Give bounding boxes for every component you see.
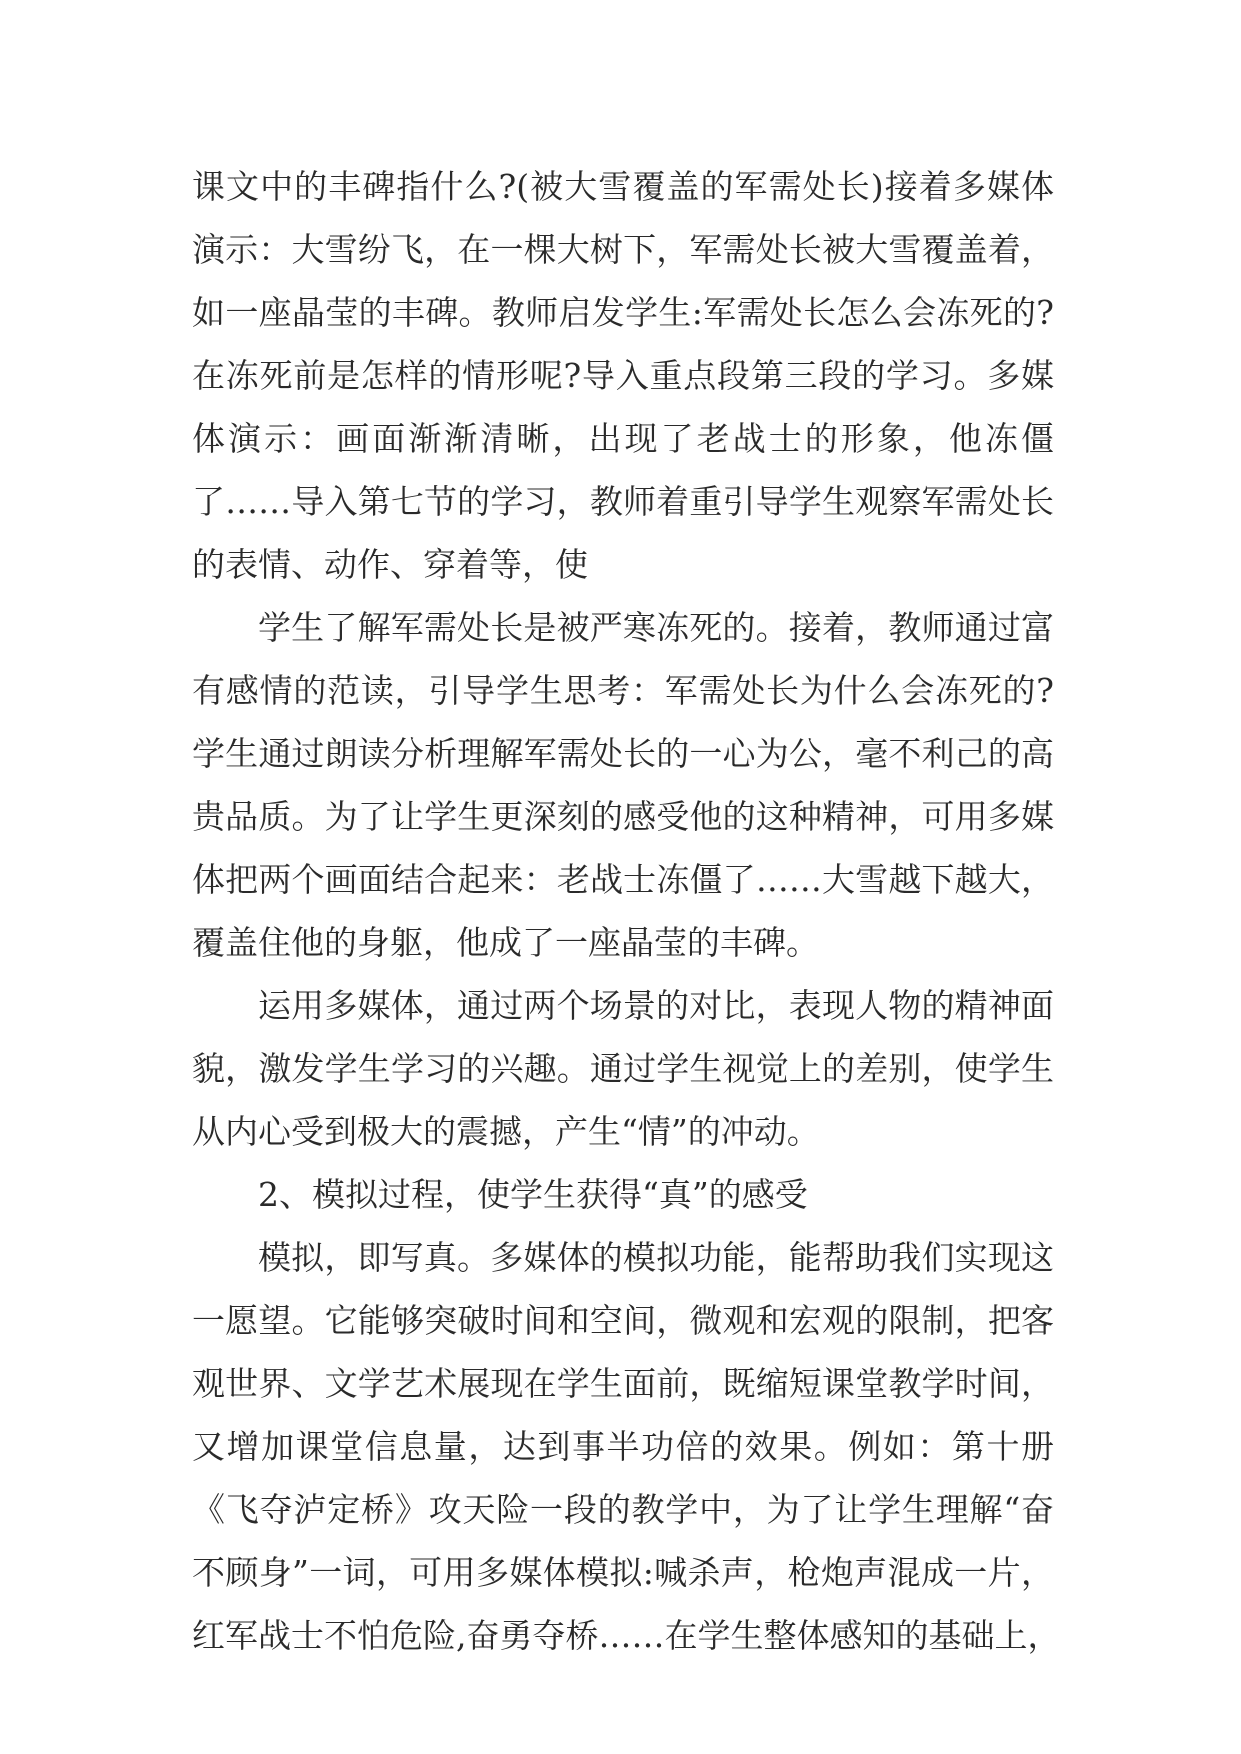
text-line: 观世界、文学艺术展现在学生面前，既缩短课堂教学时间， [192, 1364, 1054, 1403]
text-line: 有感情的范读，引导学生思考：军需处长为什么会冻死的? [192, 671, 1054, 710]
text-line: 2、模拟过程，使学生获得“真”的感受 [258, 1175, 808, 1214]
text-line: 覆盖住他的身躯，他成了一座晶莹的丰碑。 [192, 923, 819, 962]
text-line: 演示：大雪纷飞，在一棵大树下，军需处长被大雪覆盖着， [192, 230, 1054, 269]
text-line: 不顾身”一词，可用多媒体模拟:喊杀声，枪炮声混成一片， [192, 1553, 1054, 1592]
text-line: 模拟，即写真。多媒体的模拟功能，能帮助我们实现这 [258, 1238, 1054, 1277]
text-line: 了……导入第七节的学习，教师着重引导学生观察军需处长 [192, 482, 1054, 521]
text-line: 《飞夺泸定桥》攻天险一段的教学中，为了让学生理解“奋 [192, 1490, 1054, 1529]
text-line: 在冻死前是怎样的情形呢?导入重点段第三段的学习。多媒 [192, 356, 1054, 395]
text-line: 课文中的丰碑指什么?(被大雪覆盖的军需处长)接着多媒体 [192, 167, 1054, 206]
text-line: 运用多媒体，通过两个场景的对比，表现人物的精神面 [258, 986, 1054, 1025]
text-line: 一愿望。它能够突破时间和空间，微观和宏观的限制，把客 [192, 1301, 1054, 1340]
text-line: 贵品质。为了让学生更深刻的感受他的这种精神，可用多媒 [192, 797, 1054, 836]
text-line: 如一座晶莹的丰碑。教师启发学生:军需处长怎么会冻死的? [192, 293, 1054, 332]
text-line: 红军战士不怕危险,奋勇夺桥……在学生整体感知的基础上， [192, 1616, 1061, 1655]
text-line: 又增加课堂信息量，达到事半功倍的效果。例如：第十册 [192, 1427, 1054, 1466]
text-line: 从内心受到极大的震撼，产生“情”的冲动。 [192, 1112, 820, 1151]
text-line: 的表情、动作、穿着等，使 [192, 545, 588, 584]
document-body [192, 155, 1061, 1667]
text-line: 体把两个画面结合起来：老战士冻僵了……大雪越下越大， [192, 860, 1054, 899]
text-line: 学生了解军需处长是被严寒冻死的。接着，教师通过富 [258, 608, 1054, 647]
text-line: 体演示：画面渐渐清晰，出现了老战士的形象，他冻僵 [192, 419, 1054, 458]
text-line: 貌，激发学生学习的兴趣。通过学生视觉上的差别，使学生 [192, 1049, 1054, 1088]
text-line: 学生通过朗读分析理解军需处长的一心为公，毫不利己的高 [192, 734, 1054, 773]
